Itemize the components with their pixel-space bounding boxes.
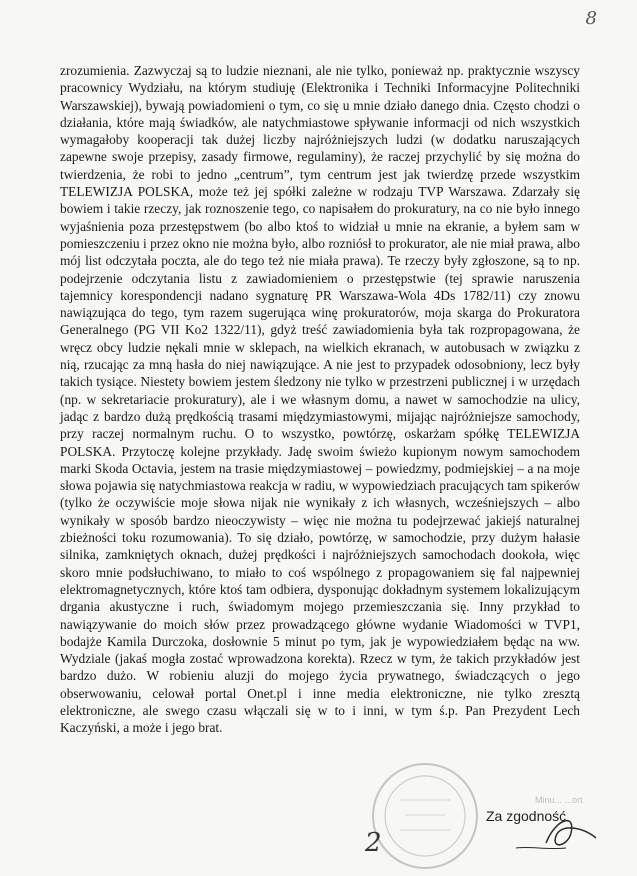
closing-phrase: Za zgodność [486,808,567,824]
handwritten-signature [486,808,606,858]
handwritten-page-number: 8 [585,8,597,29]
handwritten-mark: 2 [365,828,382,858]
faint-stamp-text: Minu... ...ort [535,795,583,805]
document-body: zrozumienia. Zazwyczaj są to ludzie nieznani, ale nie tylko, ponieważ np. praktycznie wszyscy pracownicy Wydziału, na którym studiuję (Elektronika i Techniki Informacyjne Politechniki Warszawskiej), bywają powiadomieni o tym, co się u mnie działo danego dnia. Często chodzi o działania, które mają świadków, ale natychmiastowe spływanie informacji od nich wszystkich wymagałoby kooperacji tak dużej liczby najróżniejszych ludzi (w dodatku naruszających zapewne swoje przepisy, zasady firmowe, regulaminy), że raczej przychylić by się można do twierdzenia, że robi to jedno „centrum”, tym centrum jest jak twierdzę przede wszystkim TELEWIZJA POLSKA, może też jej spółki zależne w rodzaju TVP Warszawa. Zdarzały się bowiem i takie rzeczy, jak roznoszenie tego, co napisałem do prokuratury, na co nie było innego wyjaśnienia poza przestępstwem (bo albo ktoś to widział u mnie na ekranie, a byłem sam w pomieszczeniu i przez okno nie można było, albo rozniósł to prokurator, ale nie miał prawa, albo mój list odczytała poczta, ale do tego też nie miała prawa). Te rzeczy były zgłoszone, są to np. podejrzenie odczytania listu z zawiadomieniem o przestępstwie (tej sprawie naruszenia tajemnicy korespondencji nadano sygnaturę PR Warszawa-Wola 4Ds 1782/11) czy znowu nawiązująca do tego, tym razem sugerująca winę prokuratorów, moja skarga do Prokuratora Generalnego (PG VII Ko2 1322/11), gdyż treść zawiadomienia była tak rozpropagowana, że wręcz obcy ludzie nękali mnie w sklepach, na wielkich ekranach, w autobusach w związku z nią, rzucając za mną hasła do niej nawiązujące. A nie jest to przypadek odosobniony, lecz były takich tysiące. Niestety bowiem jestem śledzony nie tylko w przestrzeni publicznej i w urzędach (np. w sekretariacie prokuratury), ale i we własnym domu, a nawet w samochodzie na ulicy, jadąc z bardzo dużą prędkością trasami międzymiastowymi, mijając najróżniejsze samochody, przy raczej normalnym ruchu. O to wszystko, powtórzę, oskarżam spółkę TELEWIZJA POLSKA. Przytoczę kolejne przykłady. Jadę swoim świeżo kupionym nowym samochodem marki Skoda Octavia, jestem na trasie międzymiastowej – powiedzmy, podmiejskiej – a na moje słowa pojawia się natychmiastowa reakcja w radiu, w wypowiedziach pracujących tam spikerów (tylko że oczywiście moje słowa nijak nie wynikały z ich własnych, wcześniejszych – albo wynikały w sposób bardzo nieoczywisty – więc nie można tu podejrzewać jakiejś naturalnej zbieżności toku rozumowania). To się działo, powtórzę, w samochodzie, przy dużym hałasie silnika, zamkniętych oknach, dużej prędkości i najróżniejszych samochodach dookoła, więc skoro mnie podsłuchiwano, to miało to coś wspólnego z propagowaniem się fal najpewniej elektromagnetycznych, które ktoś tam odbiera, dysponując dokładnym systemem lokalizującym drgania akustyczne i ruch, świadomym mojego przemieszczania się. Inny przykład to nawiązywanie do moich słów przez prowadzącego główne wydanie Wiadomości w TVP1, bodajże Kamila Durczoka, dosłownie 5 minut po tym, jak je wypowiedziałem będąc na ww. Wydziale (jakaś mogła zostać wprowadzona korekta). Rzecz w tym, że takich przykładów jest bardzo dużo. W robieniu aluzji do mojego życia prywatnego, świadczących o jego obserwowaniu, celował portal Onet.pl i inne media elektroniczne, nie tylko zresztą elektroniczne, ale swego czasu włączali się w to i inni, w tym ś.p. Pan Prezydent Lech Kaczyński, a może i jego brat. [60,63,580,736]
